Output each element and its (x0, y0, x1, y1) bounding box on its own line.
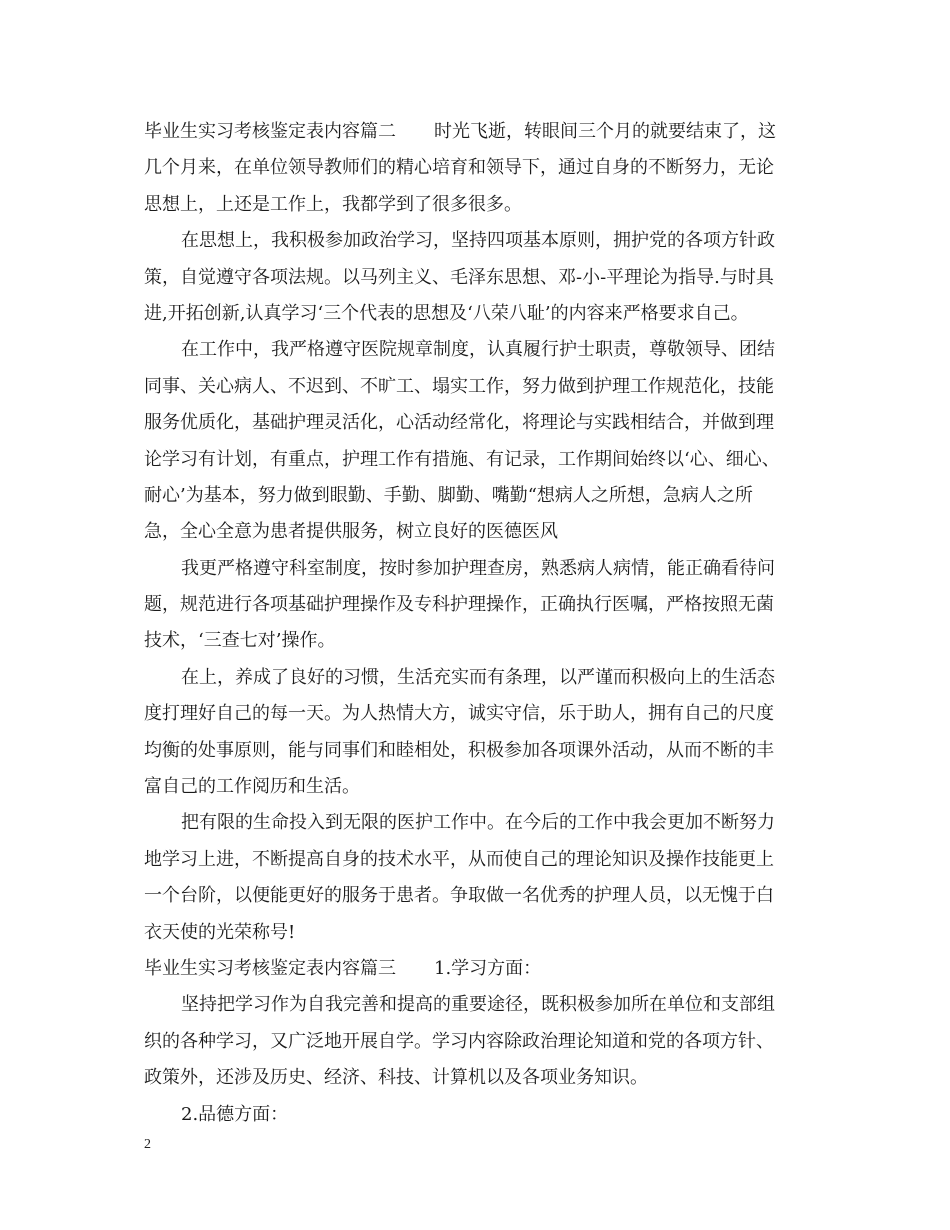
paragraph-future-line: 衣天使的光荣称号! (144, 921, 296, 943)
document-body (144, 114, 824, 1133)
paragraph-life-line: 在上，养成了良好的习惯，生活充实而有条理，以严谨而积极向上的生活态 (181, 666, 775, 688)
section2-first-line (144, 114, 824, 150)
section2-intro-line: 时光飞逝，转眼间三个月的就要结束了，这 (434, 121, 776, 142)
paragraph-work-line: 服务优质化，基础护理灵活化，心活动经常化，将理论与实践相结合，并做到理 (144, 412, 774, 434)
paragraph-dept-line: 技术，‘三查七对’操作。 (144, 630, 336, 652)
paragraph-thought-line: 策，自觉遵守各项法规。以马列主义、毛泽东思想、邓-小-平理论为指导.与时具 (144, 266, 774, 288)
paragraph-work-line: 同事、关心病人、不迟到、不旷工、塌实工作，努力做到护理工作规范化，技能 (144, 375, 774, 397)
section3-item-morality-heading: 2.品德方面： (181, 1103, 289, 1125)
paragraph-thought-line: 进,开拓创新,认真学习‘三个代表的思想及‘八荣八耻’的内容来严格要求自己。 (144, 302, 749, 324)
paragraph-work-line: 在工作中，我严格遵守医院规章制度，认真履行护士职责，尊敬领导、团结 (181, 339, 775, 361)
page-number: 2 (144, 1137, 151, 1152)
paragraph-life-line: 富自己的工作阅历和生活。 (144, 776, 360, 798)
paragraph-future-line: 地学习上进，不断提高自身的技术水平，从而使自己的理论知识及操作技能更上 (144, 848, 774, 870)
paragraph-study-line: 坚持把学习作为自我完善和提高的重要途径，既积极参加所在单位和支部组 (181, 994, 775, 1016)
paragraph-future-line: 一个台阶，以便能更好的服务于患者。争取做一名优秀的护理人员，以无愧于白 (144, 885, 774, 907)
paragraph-work-line: 急，全心全意为患者提供服务，树立良好的医德医风 (144, 521, 558, 543)
paragraph-life-line: 均衡的处事原则，能与同事们和睦相处，积极参加各项课外活动，从而不断的丰 (144, 739, 774, 761)
paragraph-future-line: 把有限的生命投入到无限的医护工作中。在今后的工作中我会更加不断努力 (181, 812, 775, 834)
section2-intro-line: 几个月来，在单位领导教师们的精心培育和领导下，通过自身的不断努力，无论 (144, 157, 774, 179)
paragraph-study-line: 织的各种学习，又广泛地开展自学。学习内容除政治理论知道和党的各项方针、 (144, 1030, 774, 1052)
paragraph-work-line: 耐心’为基本，努力做到眼勤、手勤、脚勤、嘴勤“想病人之所想，急病人之所 (144, 484, 753, 506)
section3-item-study-heading: 1.学习方面： (434, 957, 542, 979)
section3-heading: 毕业生实习考核鉴定表内容篇三 (144, 957, 396, 979)
paragraph-dept-line: 题，规范进行各项基础护理操作及专科护理操作，正确执行医嘱，严格按照无菌 (144, 594, 774, 616)
paragraph-thought-line: 在思想上，我积极参加政治学习，坚持四项基本原则，拥护党的各项方针政 (181, 230, 775, 252)
paragraph-dept-line: 我更严格遵守科室制度，按时参加护理查房，熟悉病人病情，能正确看待问 (181, 557, 775, 579)
section3-first-line (144, 951, 824, 987)
paragraph-work-line: 论学习有计划，有重点，护理工作有措施、有记录，工作期间始终以‘心、细心、 (144, 448, 780, 470)
section2-heading: 毕业生实习考核鉴定表内容篇二 (144, 121, 396, 142)
paragraph-life-line: 度打理好自己的每一天。为人热情大方，诚实守信，乐于助人，拥有自己的尺度 (144, 703, 774, 725)
paragraph-study-line: 政策外，还涉及历史、经济、科技、计算机以及各项业务知识。 (144, 1067, 648, 1089)
section2-intro-line: 思想上，上还是工作上，我都学到了很多很多。 (144, 193, 522, 215)
